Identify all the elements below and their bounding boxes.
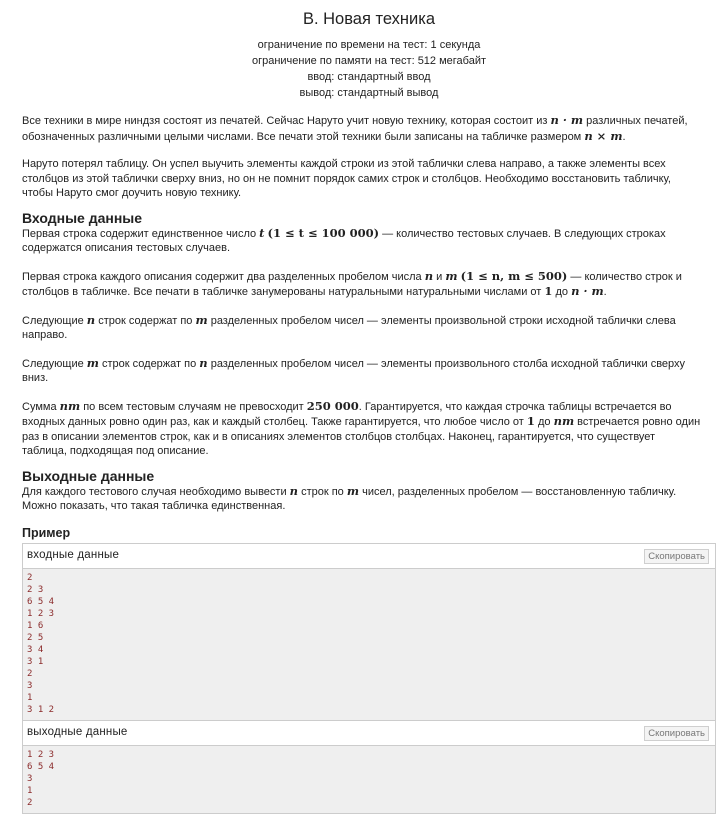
text: таблица, подходящая под описание. xyxy=(22,445,209,457)
code-line: 3 xyxy=(27,773,33,784)
math: nm xyxy=(553,414,575,428)
code-line: 1 xyxy=(27,785,33,796)
math: 250 000 xyxy=(306,398,359,413)
math: n × m xyxy=(584,128,623,143)
math: m xyxy=(195,312,208,327)
code-line: 2 3 xyxy=(27,584,44,595)
text: разделенных пробелом чисел — элементы произвольной строки исходной таблички слева xyxy=(207,314,676,327)
problem-title: B. Новая техника xyxy=(302,10,436,28)
sample-output-box xyxy=(22,721,716,814)
sample-output-content[interactable] xyxy=(23,746,715,813)
copy-output-button[interactable]: Скопировать xyxy=(644,726,709,741)
text: до xyxy=(534,416,554,428)
text: Можно показать, что такая табличка единственная. xyxy=(22,500,286,512)
code-line: 1 xyxy=(27,692,33,703)
text: разделенных пробелом чисел — элементы произвольного столба исходной таблички сверху xyxy=(207,357,686,370)
code-line: 1 2 3 xyxy=(27,749,55,760)
text: до xyxy=(552,286,572,298)
example-heading: Пример xyxy=(22,525,71,540)
code-line: 1 2 3 xyxy=(27,608,55,619)
sample-output-header xyxy=(23,721,715,746)
legend-paragraph-1 xyxy=(22,113,716,144)
text: Сумма xyxy=(22,400,60,413)
math: n xyxy=(424,268,434,283)
code-line: 6 5 4 xyxy=(27,761,55,772)
sample-input-header xyxy=(23,544,715,569)
text: раз в описании элементов строк, как и в описаниях элементов столбцов столбцах. Наконец, гарантируется, что существует xyxy=(22,430,656,443)
text: . xyxy=(622,130,626,143)
sample-input-content[interactable] xyxy=(23,569,715,720)
input-paragraph-4 xyxy=(22,356,716,386)
text: чтобы Наруто смог доучить новую технику. xyxy=(22,187,242,199)
text: чисел, разделенных пробелом — восстановленную табличку. xyxy=(359,485,677,498)
math: 1 xyxy=(544,284,553,298)
input-paragraph-5 xyxy=(22,399,716,459)
text: строк содержат по xyxy=(98,357,200,370)
output-paragraph xyxy=(22,484,716,514)
text: Следующие xyxy=(22,357,87,370)
math: m xyxy=(346,483,360,498)
text: Первая строка содержит единственное число xyxy=(22,227,260,240)
text: встречается ровно один xyxy=(574,416,701,428)
input-heading: Входные данные xyxy=(22,209,143,226)
math: m xyxy=(445,268,458,283)
code-line: 2 xyxy=(27,797,33,808)
code-line: 2 5 xyxy=(27,632,44,643)
sample-output-label: выходные данные xyxy=(27,725,128,738)
problem-header xyxy=(22,8,716,101)
math: (1 ≤ n, m ≤ 500) xyxy=(460,268,568,283)
input-file: ввод: стандартный ввод xyxy=(307,71,431,83)
text: входных данных ровно один раз, как и каждый столбец. Также гарантируется, что любое число от xyxy=(22,416,527,428)
problem-statement xyxy=(22,0,716,814)
output-specification xyxy=(22,468,716,514)
code-line: 1 6 xyxy=(27,620,44,631)
time-limit: ограничение по времени на тест: 1 секунда xyxy=(257,39,481,51)
text: Первая строка каждого описания содержит два разделенных пробелом числа xyxy=(22,270,425,283)
legend-paragraph-2 xyxy=(22,157,716,201)
text: — количество строк и xyxy=(567,270,682,283)
text: столбцов из этой таблички сверху вниз, но он не помнит порядок самих строк и столбцов. Необходимо восстановить табличку, xyxy=(22,172,671,185)
text: содержатся описания тестовых случаев. xyxy=(22,242,231,254)
math: n xyxy=(199,355,208,370)
copy-input-button[interactable]: Скопировать xyxy=(644,549,709,564)
sample-input-box xyxy=(22,543,716,721)
text: . Гарантируется, что каждая строчка таблицы встречается во xyxy=(358,400,672,413)
text: строк содержат по xyxy=(95,314,196,327)
code-line: 3 4 xyxy=(27,644,44,655)
input-paragraph-2 xyxy=(22,269,716,300)
text: строк по xyxy=(298,485,347,498)
math: n · m xyxy=(550,113,584,127)
text: и xyxy=(433,270,446,283)
math: 1 xyxy=(526,414,535,428)
math: n · m xyxy=(571,284,604,298)
text: Все техники в мире ниндзя состоят из печатей. Сейчас Наруто учит новую технику, которая состоит из xyxy=(22,115,551,127)
memory-limit: ограничение по памяти на тест: 512 мегабайт xyxy=(251,55,487,67)
code-line: 2 xyxy=(27,572,33,583)
code-line: 2 xyxy=(27,668,33,679)
math: n xyxy=(289,483,299,498)
text: направо. xyxy=(22,329,68,341)
input-specification xyxy=(22,210,716,459)
input-paragraph-1 xyxy=(22,226,716,256)
output-file: вывод: стандартный вывод xyxy=(299,87,439,99)
output-heading: Выходные данные xyxy=(22,467,155,484)
text: различных печатей, xyxy=(583,115,688,127)
math: n xyxy=(86,312,96,327)
text: обозначенных различными целыми числами. Все печати этой техники были записаны на табличке размером xyxy=(22,130,585,143)
text: столбцов в табличке. Все печати в табличке занумерованы натуральными натуральными числами от xyxy=(22,286,545,298)
sample-input-label: входные данные xyxy=(27,548,120,561)
code-line: 3 1 2 xyxy=(27,704,55,715)
code-line: 3 1 xyxy=(27,656,44,667)
math: nm xyxy=(59,398,81,413)
math: m xyxy=(86,355,99,370)
text: по всем тестовым случаям не превосходит xyxy=(80,400,307,413)
text: . xyxy=(603,286,607,298)
text: вниз. xyxy=(22,372,49,384)
text: Наруто потерял таблицу. Он успел выучить элементы каждой строки из этой таблички слева направо, а также элементы всех xyxy=(22,158,666,170)
sample-tests xyxy=(22,525,716,814)
text: Следующие xyxy=(22,314,87,327)
input-paragraph-3 xyxy=(22,313,716,343)
legend xyxy=(22,113,716,201)
text: — количество тестовых случаев. В следующих строках xyxy=(379,227,666,240)
math: (1 ≤ t ≤ 100 000) xyxy=(267,225,380,240)
code-line: 3 xyxy=(27,680,33,691)
code-line: 6 5 4 xyxy=(27,596,55,607)
math: t xyxy=(259,225,265,240)
text: Для каждого тестового случая необходимо вывести xyxy=(22,485,290,498)
